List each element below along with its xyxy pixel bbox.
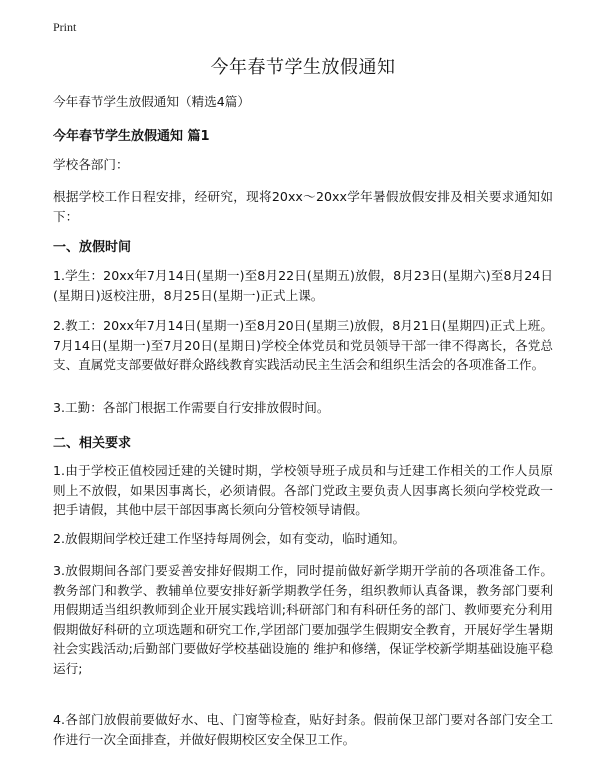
addressee: 学校各部门： — [53, 157, 129, 172]
print-link[interactable]: Print — [53, 20, 77, 34]
document-title: 今年春节学生放假通知 — [210, 57, 396, 78]
req-item-3: 3.放假期间各部门要妥善安排好假期工作，同时提前做好新学期开学前的各项准备工作。教务部门和教学、教辅单位要安排好新学期教学任务，组织教师认真备课，教务部门要利用假期适当组织教师到企业开展实践培训;科研部门和有科研任务的部门、教师要充分利用假期做好科研的立项选题和研究工作,学团部门要加强学生假期安全教育，开展好学生暑期社会实践活动;后勤部门要做好学校基础设施的 维护和修缮，保证学校新学期基础设施平稳运行; — [53, 563, 553, 676]
time-item-1: 1.学生：20xx年7月14日(星期一)至8月22日(星期五)放假，8月23日(星期六)至8月24日(星期日)返校注册，8月25日(星期一)正式上课。 — [53, 268, 553, 303]
req-item-4: 4.各部门放假前要做好水、电、门窗等检查，贴好封条。假前保卫部门要对各部门安全工作进行一次全面排查，并做好假期校区安全保卫工作。 — [53, 712, 553, 747]
time-item-2: 2.教工：20xx年7月14日(星期一)至8月20日(星期三)放假，8月21日(星期四)正式上班。7月14日(星期一)至7月20日(星期日)学校全体党员和党员领导干部一律不得离长，各党总支、直属党支部要做好群众路线教育实践活动民主生活会和组织生活会的各项准备工作。 — [53, 318, 553, 372]
time-item-3: 3.工勤：各部门根据工作需要自行安排放假时间。 — [53, 400, 330, 415]
heading-vacation-time: 一、放假时间 — [53, 240, 132, 255]
document-subtitle: 今年春节学生放假通知（精选4篇） — [53, 94, 250, 109]
req-item-1: 1.由于学校正值校园迁建的关键时期，学校领导班子成员和与迁建工作相关的工作人员原则上不放假，如果因事离长，必须请假。各部门党政主要负责人因事离长须向学校党政一把手请假，其他中层干部因事离长须向分管校领导请假。 — [53, 463, 553, 517]
section-heading: 今年春节学生放假通知 篇1 — [53, 129, 210, 144]
heading-requirements: 二、相关要求 — [53, 436, 132, 451]
req-item-2: 2.放假期间学校迁建工作坚持每周例会，如有变动，临时通知。 — [53, 531, 406, 546]
intro-paragraph: 根据学校工作日程安排，经研究，现将20xx～20xx学年暑假放假安排及相关要求通知如下： — [53, 189, 553, 224]
